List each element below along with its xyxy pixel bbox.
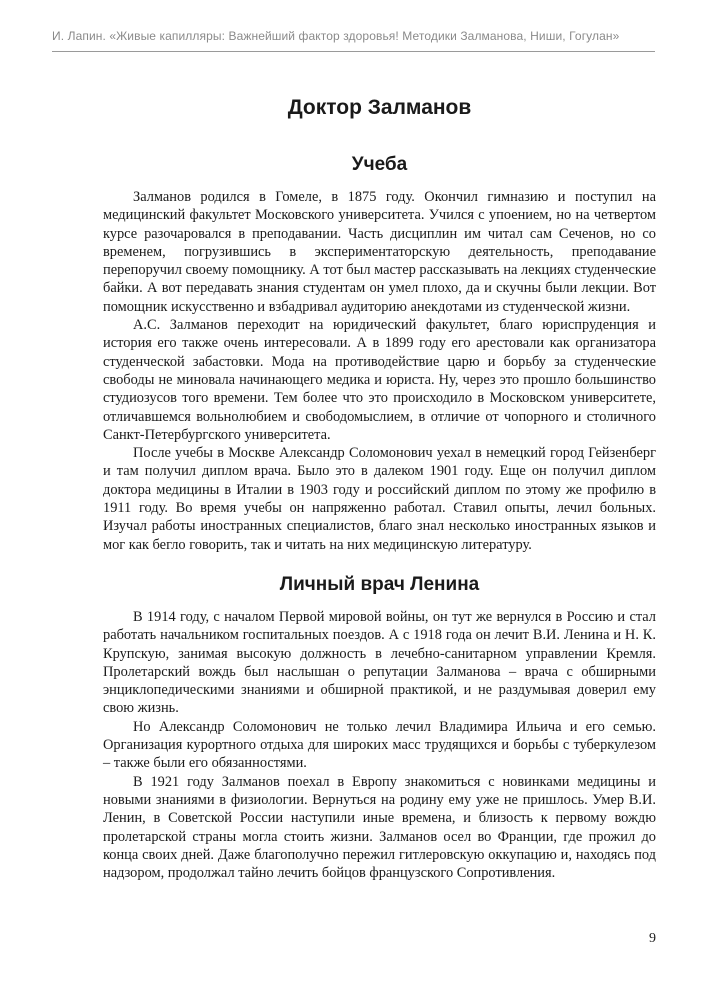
paragraph: В 1914 году, с началом Первой мировой войны, он тут же вернулся в Россию и стал работать начальником госпитальных поездов. А с 1918 года он лечит В.И. Ленина и Н. К. Крупскую, занимая высокую должность в лечебно-санитарном управлении Кремля. Пролетарский вождь был наслышан о репутации Залманова – врача с обширными энциклопедическими знаниями и обширной практикой, и не раздумывая доверил ему свою жизнь. xyxy=(103,608,656,717)
paragraph: А.С. Залманов переходит на юридический факультет, благо юриспруденция и история его также очень интересовали. А в 1899 году его арестовали как организатора студенческой забастовки. Мода на противодействие царю и борьбу за студенческие свободы не миновала начинающего медика и юриста. Ну, через это прошло большинство студиозусов того времени. Тем более что это происходило в Московском университете, отличавшемся вольнолюбием и свободомыслием, в отличие от чопорного и столичного Санкт-Петербургского университета. xyxy=(103,317,656,443)
paragraph: В 1921 году Залманов поехал в Европу знакомиться с новинками медицины и новыми знаниями в физиологии. Вернуться на родину ему уже не пришлось. Умер В.И. Ленин, в Советской России наступили иные времена, и близость к первому вождю пролетарской страны могла стоить жизни. Залманов осел во Франции, где прожил до конца своих дней. Даже благополучно пережил гитлеровскую оккупацию и, находясь под надзором, продолжал тайно лечить бойцов французского Сопротивления. xyxy=(103,773,656,882)
section-title-lenin-doctor: Личный врач Ленина xyxy=(279,573,480,595)
chapter-title: Доктор Залманов xyxy=(287,96,472,119)
paragraph: Но Александр Соломонович не только лечил Владимира Ильича и его семью. Организация курортного отдыха для широких масс трудящихся и борьбы с туберкулезом – также были его обязанностями. xyxy=(103,718,656,772)
section-title-study: Учеба xyxy=(351,154,408,175)
page-number: 9 xyxy=(649,931,656,946)
paragraph: Залманов родился в Гомеле, в 1875 году. Окончил гимназию и поступил на медицинский факультет Московского университета. Учился с упоением, но на четвертом курсе разочаровался в преподавании. Часть дисциплин им читал сам Сеченов, но со временем, погрузившись в экспериментаторскую деятельность, преподавание перепоручил своему помощнику. А тот был мастер рассказывать на лекциях студенческие байки. А вот передавать знания студентам он умел плохо, да и скучны были лекции. Вот помощник искусственно и взбадривал аудиторию анекдотами из студенческой жизни. xyxy=(103,189,657,315)
running-header: И. Лапин. «Живые капилляры: Важнейший фактор здоровья! Методики Залманова, Ниши, Гогулан» xyxy=(52,29,655,52)
page-content xyxy=(103,96,656,882)
paragraph: После учебы в Москве Александр Соломонович уехал в немецкий город Гейзенберг и там получил диплом врача. Было это в далеком 1901 году. Еще он получил диплом доктора медицины в Италии в 1903 году и российский диплом по этому же профилю в 1911 году. Во время учебы он напряженно работал. Ставил опыты, лечил больных. Изучал работы иностранных специалистов, благо знал несколько иностранных языков и мог как бегло говорить, так и читать на них медицинскую литературу. xyxy=(103,445,656,553)
